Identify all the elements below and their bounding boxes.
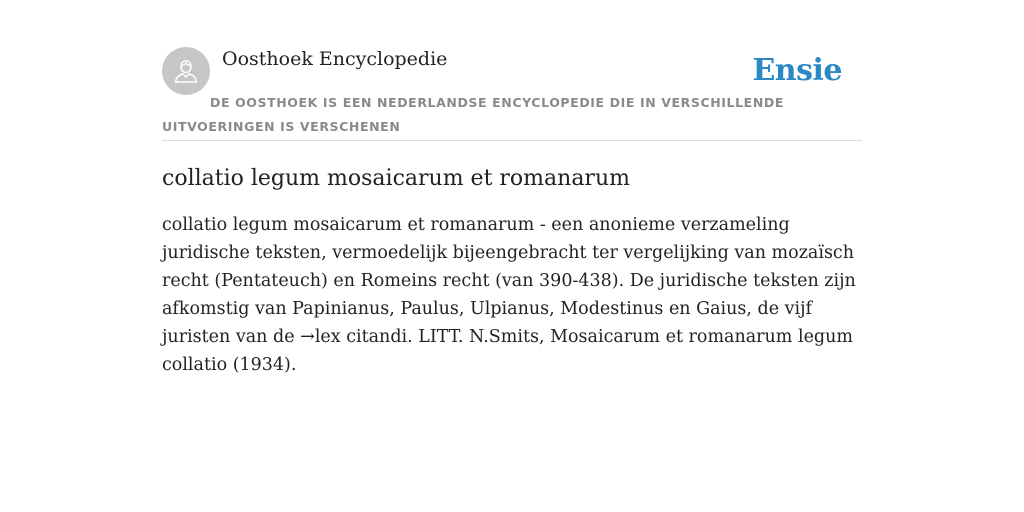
- article-body-text: collatio legum mosaicarum et romanarum - een anonieme verzameling juridische teksten, vermoedelijk bijeengebracht ter vergelijking van mozaïsch recht (Pentateuch) en Romeins recht (van 390-438). De juridische teksten zijn afkomstig van Papinianus, Paulus, Ulpianus, Modestinus en Gaius, de vijf juristen van de: [162, 215, 856, 347]
- cross-reference-label: lex citandi: [314, 327, 408, 347]
- article: [162, 160, 866, 379]
- brand-logo[interactable]: Ensie: [752, 53, 842, 88]
- user-icon[interactable]: [162, 47, 210, 95]
- site-tagline: DE OOSTHOEK IS EEN NEDERLANDSE ENCYCLOPEDIE DIE IN VERSCHILLENDE UITVOERINGEN IS VERSCHENEN: [162, 95, 784, 134]
- arrow-right-icon: →: [300, 327, 315, 347]
- article-body-text-end: . LITT. N.Smits, Mosaicarum et romanarum legum collatio (1934).: [162, 327, 853, 375]
- user-icon-glyph: [171, 56, 201, 86]
- site-header: [162, 45, 862, 141]
- article-title: collatio legum mosaicarum et romanarum: [162, 166, 630, 191]
- site-name[interactable]: Oosthoek Encyclopedie: [222, 48, 448, 70]
- cross-reference-link[interactable]: [300, 327, 407, 347]
- article-body: [162, 211, 866, 379]
